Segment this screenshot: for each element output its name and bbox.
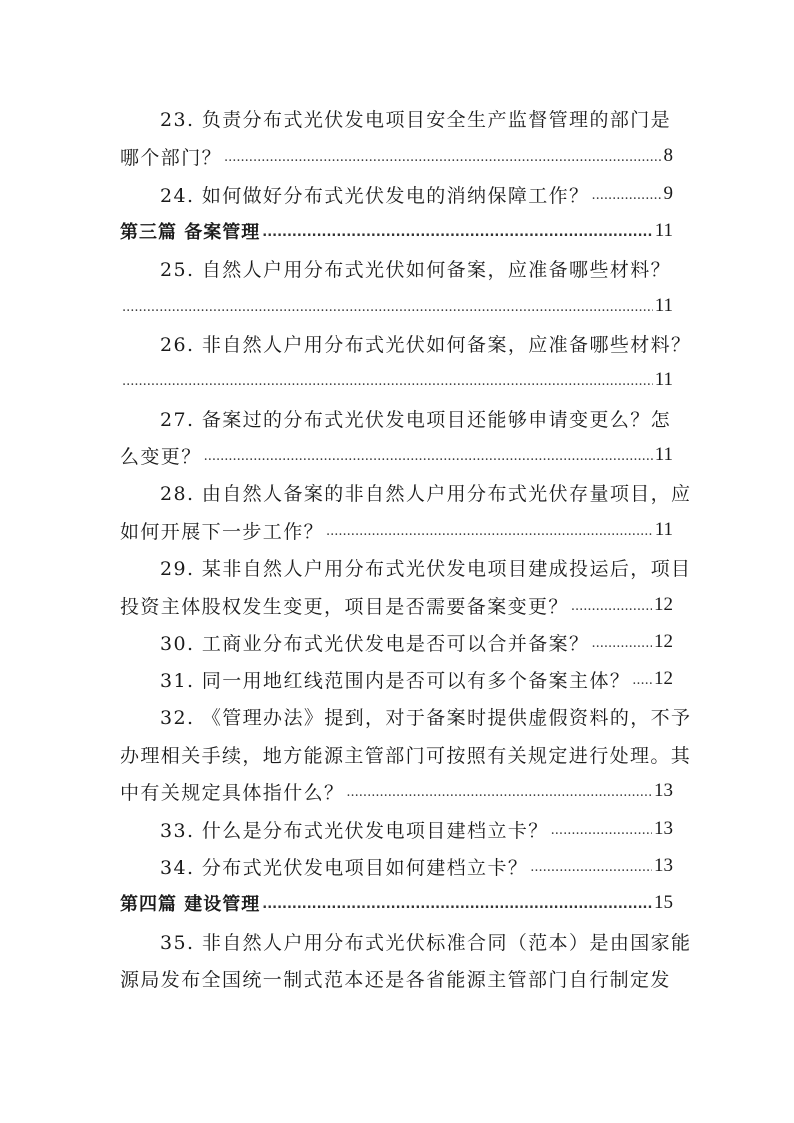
toc-page-number: 13 [654, 780, 673, 801]
toc-entry-text: 31. 同一用地红线范围内是否可以有多个备案主体？ [160, 669, 631, 692]
toc-page-number: 11 [654, 220, 673, 241]
toc-entry-text: 27. 备案过的分布式光伏发电项目还能够申请变更么？怎 [160, 408, 672, 431]
toc-entry-32-line-2 [120, 739, 692, 769]
dot-leader [122, 301, 653, 321]
toc-entry-text: 如何开展下一步工作？ [120, 520, 325, 543]
toc-page-number: 8 [663, 145, 673, 166]
toc-entry-26-line-1 [160, 328, 692, 358]
toc-entry-text: 28. 由自然人备案的非自然人户用分布式光伏存量项目，应 [160, 482, 692, 505]
toc-entry-text: 中有关规定具体指什么？ [120, 781, 345, 804]
toc-entry-text: 25. 自然人户用分布式光伏如何备案，应准备哪些材料？ [160, 258, 672, 281]
toc-entry-text: 投资主体股权发生变更，项目是否需要备案变更？ [120, 595, 569, 618]
toc-page-number: 13 [654, 818, 673, 839]
toc-entry-text: 33. 什么是分布式光伏发电项目建档立卡？ [160, 819, 549, 842]
toc-entry-32-line-3[interactable] [120, 776, 673, 806]
dot-leader [122, 375, 653, 395]
toc-part-title: 第四篇 建设管理 [120, 894, 261, 915]
toc-entry-32-line-1 [160, 701, 692, 731]
toc-entry-text: 么变更？ [120, 445, 202, 468]
dot-leader [346, 786, 652, 806]
toc-page-number: 13 [654, 855, 673, 876]
toc-part-title: 第三篇 备案管理 [120, 222, 261, 243]
toc-entry-text: 23. 负责分布式光伏发电项目安全生产监督管理的部门是 [160, 108, 672, 131]
toc-entry-25-line-2[interactable] [120, 291, 673, 321]
toc-entry-25-line-1 [160, 253, 673, 283]
toc-entry-34[interactable] [160, 851, 673, 881]
toc-page-number: 15 [654, 892, 673, 913]
toc-entry-26-line-2[interactable] [120, 365, 673, 395]
dot-leader [262, 226, 652, 246]
toc-entry-text: 26. 非自然人户用分布式光伏如何备案，应准备哪些材料？ [160, 333, 692, 356]
toc-entry-35-line-2 [120, 963, 673, 993]
toc-page-number: 12 [654, 631, 673, 652]
toc-entry-text: 办理相关手续，地方能源主管部门可按照有关规定进行处理。其 [120, 744, 692, 767]
dot-leader [632, 674, 652, 694]
toc-entry-28-line-1 [160, 477, 692, 507]
toc-page-number: 11 [654, 444, 673, 465]
toc-entry-35-line-1 [160, 926, 692, 956]
toc-page-number: 11 [654, 519, 673, 540]
toc-entry-text: 30. 工商业分布式光伏发电是否可以合并备案？ [160, 632, 590, 655]
dot-leader [591, 637, 652, 657]
toc-entry-28-line-2[interactable] [120, 515, 673, 545]
toc-entry-31[interactable] [160, 664, 673, 694]
toc-entry-23-line-1 [160, 103, 673, 133]
dot-leader [326, 525, 653, 545]
toc-page-number: 11 [654, 295, 673, 316]
toc-entry-text: 32. 《管理办法》提到，对于备案时提供虚假资料的，不予 [160, 706, 692, 729]
toc-entry-text: 24. 如何做好分布式光伏发电的消纳保障工作？ [160, 184, 590, 207]
toc-entry-text: 35. 非自然人户用分布式光伏标准合同（范本）是由国家能 [160, 931, 692, 954]
toc-entry-29-line-2[interactable] [120, 590, 673, 620]
toc-entry-27-line-1 [160, 403, 673, 433]
toc-page-number: 12 [654, 594, 673, 615]
toc-entry-27-line-2[interactable] [120, 440, 673, 470]
toc-entry-text: 哪个部门？ [120, 146, 223, 169]
dot-leader [262, 898, 652, 918]
toc-part-3-heading[interactable] [120, 216, 673, 246]
dot-leader [571, 600, 652, 620]
toc-entry-29-line-1 [160, 552, 692, 582]
dot-leader [530, 861, 652, 881]
dot-leader [204, 450, 653, 470]
toc-page-number: 9 [663, 183, 673, 204]
toc-entry-24[interactable] [160, 179, 673, 209]
toc-entry-23-line-2[interactable] [120, 141, 673, 171]
toc-entry-text: 29. 某非自然人户用分布式光伏发电项目建成投运后，项目 [160, 557, 692, 580]
toc-page-number: 11 [654, 369, 673, 390]
toc-page-number: 12 [654, 668, 673, 689]
dot-leader [224, 151, 661, 171]
dot-leader [591, 189, 661, 209]
toc-entry-text: 源局发布全国统一制式范本还是各省能源主管部门自行制定发 [120, 968, 671, 991]
dot-leader [551, 824, 652, 844]
toc-entry-text: 34. 分布式光伏发电项目如何建档立卡？ [160, 856, 529, 879]
toc-entry-33[interactable] [160, 814, 673, 844]
toc-entry-30[interactable] [160, 627, 673, 657]
toc-part-4-heading[interactable] [120, 888, 673, 918]
